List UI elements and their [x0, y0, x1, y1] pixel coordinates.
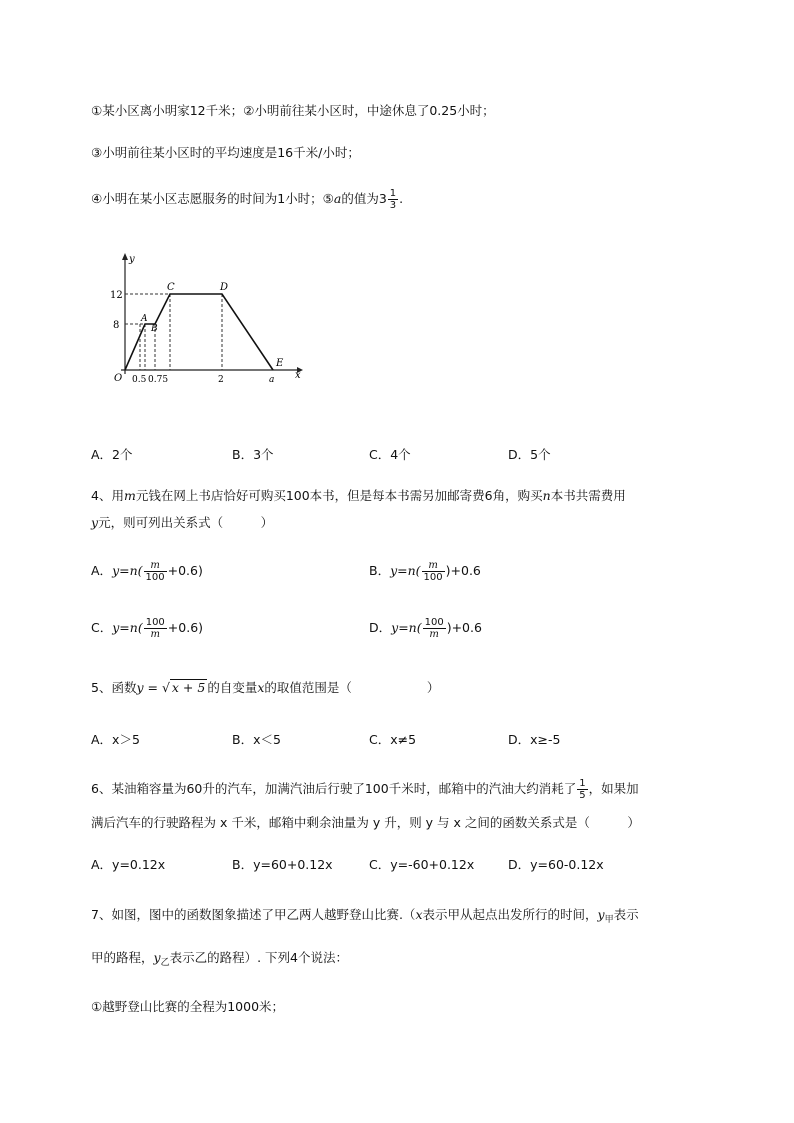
q5-option-c[interactable]: C．x≠5	[369, 732, 417, 747]
statement-1-2: ①某小区离小明家12千米；②小明前往某小区时，中途休息了0.25小时；	[91, 103, 495, 118]
x-tick-0.75: 0.75	[148, 375, 169, 385]
y-tick-8: 8	[113, 320, 120, 331]
q7-statement-1: ①越野登山比赛的全程为1000米；	[91, 999, 285, 1014]
q4-option-d[interactable]: D．y=n( $\frac{100}{m}$ )+0.6	[369, 617, 482, 640]
q4-line-1: 4、用m元钱在网上书店恰好可购买100本书，但是每本书需另加邮寄费6角，购买n本书共需费用	[91, 488, 626, 503]
statement-4-5: ④小明在某小区志愿服务的时间为1小时；⑤a的值为3 $\frac{1}{3}$ .	[91, 188, 404, 211]
q7-line-1: 7、如图，图中的函数图象描述了甲乙两人越野登山比赛.（x表示甲从起点出发所行的时间，$y_甲$表示	[91, 907, 639, 925]
q6-option-c[interactable]: C．y=-60+0.12x	[369, 857, 475, 872]
q5-stem: 5、函数y = √ x + 5 的自变量x的取值范围是（ ）	[91, 680, 440, 695]
x-axis-label: x	[295, 370, 301, 381]
fraction-one-fifth: $\frac{1}{5}$	[579, 778, 586, 801]
x-tick-0.5: 0.5	[132, 375, 147, 385]
q5-option-b[interactable]: B．x＜5	[232, 732, 281, 747]
q7-line-2: 甲的路程，$y_乙$表示乙的路程）. 下列4个说法：	[91, 950, 348, 968]
statement-4-text: ④小明在某小区志愿服务的时间为1小时；⑤	[91, 191, 334, 206]
graph-line	[125, 294, 273, 370]
point-A: A	[141, 314, 148, 324]
q4-line-2: y元，则可列出关系式（ ）	[91, 515, 274, 530]
statement-5-text: 的值为3	[341, 191, 387, 206]
q6-line-2: 满后汽车的行驶路程为 x 千米，邮箱中剩余油量为 y 升，则 y 与 x 之间的函数关系式是（ ）	[91, 815, 640, 830]
fraction-one-third: $\frac{1}{3}$	[389, 188, 397, 211]
radicand: x + 5	[171, 680, 206, 695]
sqrt-symbol: √	[161, 680, 170, 695]
origin-label: O	[114, 373, 123, 384]
point-B: B	[151, 324, 158, 334]
q6-option-b[interactable]: B．y=60+0.12x	[232, 857, 333, 872]
statement-3: ③小明前往某小区时的平均速度是16千米/小时；	[91, 145, 360, 160]
prev-option-a[interactable]: A．2个	[91, 447, 133, 462]
q4-option-c[interactable]: C．y=n( $\frac{100}{m}$ +0.6)	[91, 617, 204, 640]
point-E: E	[276, 358, 284, 369]
prev-option-b[interactable]: B．3个	[232, 447, 274, 462]
q5-option-d[interactable]: D．x≥-5	[508, 732, 561, 747]
q6-option-a[interactable]: A．y=0.12x	[91, 857, 166, 872]
prev-option-d[interactable]: D．5个	[508, 447, 551, 462]
q4-option-b[interactable]: B．y=n( $\frac{m}{100}$ )+0.6	[369, 560, 481, 583]
x-tick-2: 2	[218, 375, 224, 385]
y-tick-12: 12	[110, 290, 123, 301]
y-axis-arrow	[122, 253, 128, 260]
x-tick-a: a	[269, 375, 275, 385]
q6-line-1: 6、某油箱容量为60升的汽车，加满汽油后行驶了100千米时，邮箱中的汽油大约消耗了 $\frac{1}{5}$ ，如果加	[91, 778, 639, 801]
q4-option-a[interactable]: A．y=n( $\frac{m}{100}$ +0.6)	[91, 560, 203, 583]
var-a: a	[333, 191, 342, 206]
q6-option-d[interactable]: D．y=60-0.12x	[508, 857, 604, 872]
y-axis-label: y	[129, 254, 135, 265]
distance-time-graph	[105, 250, 305, 390]
q5-option-a[interactable]: A．x＞5	[91, 732, 140, 747]
point-D: D	[220, 282, 229, 293]
prev-option-c[interactable]: C．4个	[369, 447, 411, 462]
point-C: C	[167, 282, 175, 293]
